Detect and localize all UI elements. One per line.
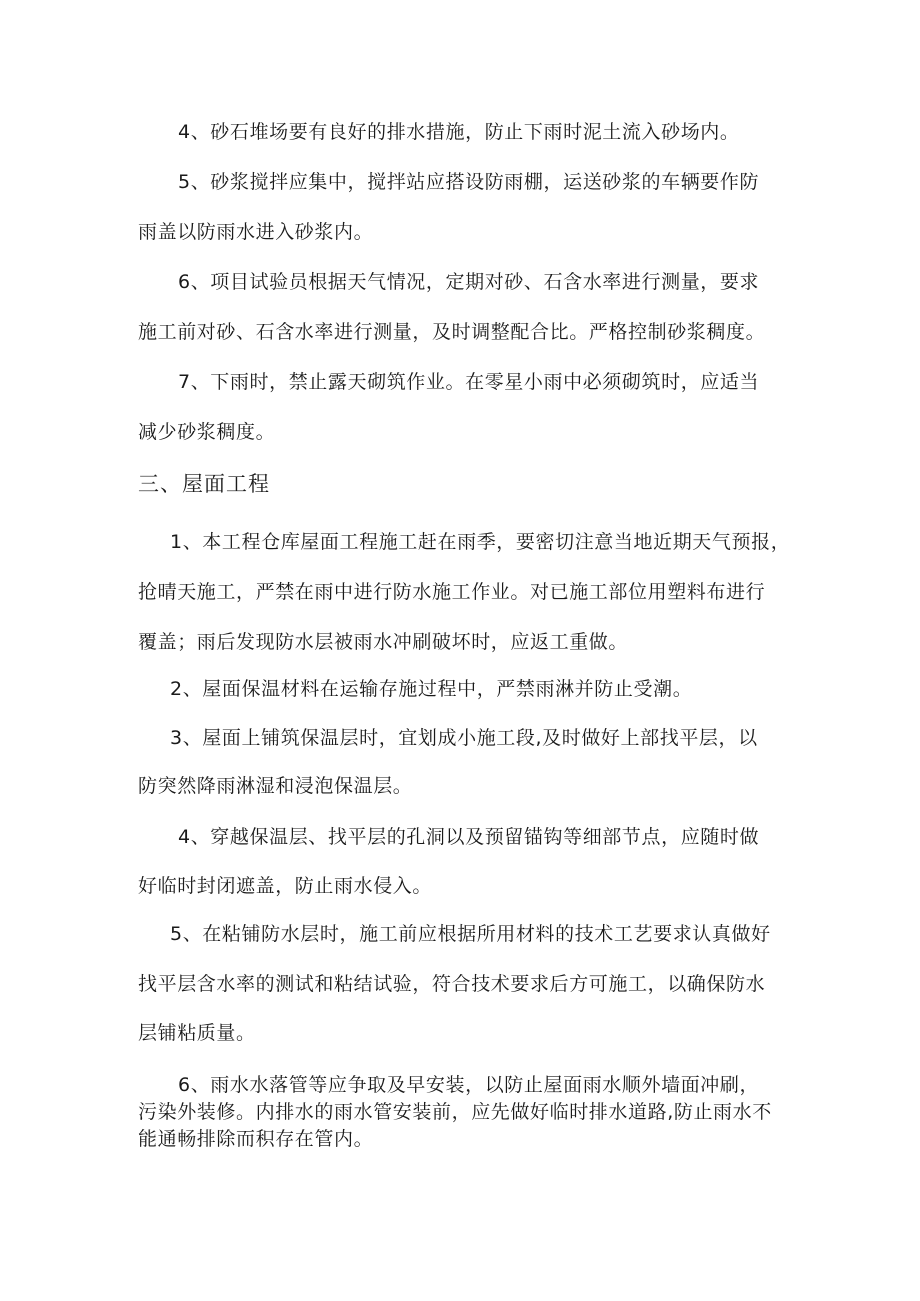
paragraph-line: 施工前对砂、石含水率进行测量，及时调整配合比。严格控制砂浆稠度。 [138, 321, 766, 343]
section-heading: 三、屋面工程 [138, 472, 270, 496]
paragraph-line: 好临时封闭遮盖，防止雨水侵入。 [138, 875, 433, 897]
paragraph-line: 污染外装修。内排水的雨水管安装前，应先做好临时排水道路,防止雨水不 [138, 1101, 772, 1123]
paragraph-line: 防突然降雨淋湿和浸泡保温层。 [138, 775, 413, 797]
paragraph-line: 层铺粘质量。 [138, 1022, 256, 1044]
paragraph-line: 找平层含水率的测试和粘结试验，符合技术要求后方可施工，以确保防水 [138, 973, 766, 995]
paragraph-line: 抢晴天施工，严禁在雨中进行防水施工作业。对已施工部位用塑料布进行 [138, 581, 766, 603]
paragraph-line: 雨盖以防雨水进入砂浆内。 [138, 221, 374, 243]
paragraph-line: 7、下雨时，禁止露天砌筑作业。在零星小雨中必须砌筑时，应适当 [178, 371, 760, 393]
paragraph-line: 4、穿越保温层、找平层的孔洞以及预留锚钩等细部节点，应随时做 [178, 826, 760, 848]
paragraph-line: 覆盖；雨后发现防水层被雨水冲刷破坏时，应返工重做。 [138, 631, 629, 653]
paragraph-line: 5、砂浆搅拌应集中，搅拌站应搭设防雨棚，运送砂浆的车辆要作防 [178, 171, 760, 193]
paragraph-line: 能通畅排除而积存在管内。 [138, 1128, 374, 1150]
paragraph-line: 4、砂石堆场要有良好的排水措施，防止下雨时泥土流入砂场内。 [178, 121, 740, 143]
paragraph-line: 3、屋面上铺筑保温层时，宜划成小施工段,及时做好上部找平层，以 [170, 727, 758, 749]
paragraph-line: 2、屋面保温材料在运输存施过程中，严禁雨淋并防止受潮。 [170, 678, 693, 700]
paragraph-line: 6、项目试验员根据天气情况，定期对砂、石含水率进行测量，要求 [178, 271, 760, 293]
paragraph-line: 1、本工程仓库屋面工程施工赶在雨季，要密切注意当地近期天气预报， [170, 531, 791, 553]
paragraph-line: 6、雨水水落管等应争取及早安装，以防止屋面雨水顺外墙面冲刷， [178, 1074, 760, 1096]
paragraph-line: 减少砂浆稠度。 [138, 421, 276, 443]
paragraph-line: 5、在粘铺防水层时，施工前应根据所用材料的技术工艺要求认真做好 [170, 923, 771, 945]
